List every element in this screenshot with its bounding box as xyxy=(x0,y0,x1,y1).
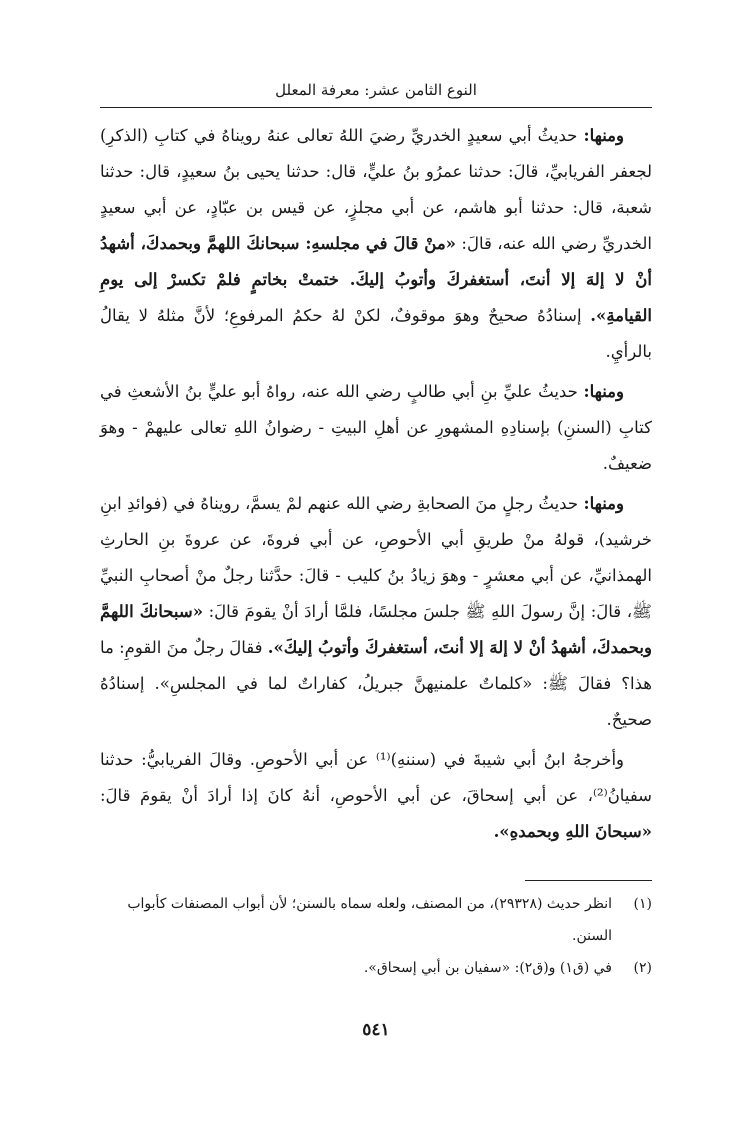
paragraph-quote: «سبحانكَ اللهمَّ وبحمدكَ، أشهدُ أنْ لا إلهَ إلا أنتَ، أستغفركَ وأتوبُ إليكَ». xyxy=(100,602,652,657)
header-rule xyxy=(100,107,652,108)
paragraph-text: حديثُ رجلٍ منَ الصحابةِ رضي الله عنهم لمْ يسمَّ، رويناهُ في (فوائدِ ابنِ خرشيد)، قولهُ منْ طريقِ أبي الأحوصِ، عن أبي فروةَ، عن عروةَ بنِ الحارثِ الهمذانيِّ، عن أبي معشرٍ - وهوَ زيادُ بنُ كليب - قالَ: حدَّثنا رجلٌ منْ أصحابِ النبيِّ ﷺ، قالَ: إنَّ رسولَ اللهِ ﷺ جلسَ مجلسًا، فلمَّا أرادَ أنْ يقومَ قالَ: xyxy=(100,494,652,621)
footnote-text: في (ق١) و(ق٢): «سفيان بن أبي إسحاق». xyxy=(363,960,612,976)
paragraph-2 xyxy=(100,374,652,482)
paragraph-text: وأخرجهُ ابنُ أبي شيبةَ في (سننهِ)⁽¹⁾ عن أبي الأحوصِ. وقالَ الفريابيُّ: حدثنا سفيانُ⁽²⁾، عن أبي إسحاقَ، عن أبي الأحوصِ، أنهُ كانَ إذا أرادَ أنْ يقومَ قالَ: xyxy=(100,750,652,805)
paragraph-tail: فقالَ رجلٌ منَ القومِ: ما هذا؟ فقالَ ﷺ: «كلماتٌ علمنيهنَّ جبريلُ، كفاراتٌ لما في المجلسِ». إسنادُهُ صحيحٌ. xyxy=(100,638,652,729)
footnote-text: انظر حديث (٢٩٣٢٨)، من المصنف، ولعله سماه بالسنن؛ لأن أبواب المصنفات كأبواب السنن. xyxy=(127,896,612,944)
paragraph-3 xyxy=(100,486,652,738)
footnote-number: (٢) xyxy=(633,960,652,976)
footnote-rule xyxy=(525,880,652,881)
main-text xyxy=(100,118,652,854)
footnote-number: (١) xyxy=(633,896,652,912)
footnotes xyxy=(100,888,652,984)
paragraph-4 xyxy=(100,742,652,850)
paragraph-lead: ومنها: xyxy=(583,494,624,513)
running-header: النوع الثامن عشر: معرفة المعلل xyxy=(275,81,477,99)
paragraph-text: حديثُ أبي سعيدٍ الخدريِّ رضيَ اللهُ تعالى عنهُ رويناهُ في كتابِ (الذكرِ) لجعفر الفريابيِّ، قالَ: حدثنا عمرُو بنُ عليٍّ، قال: حدثنا يحيى بنُ سعيدٍ، قال: حدثنا شعبة، قال: حدثنا أبو هاشم، عن أبي مجلزٍ، عن قيس بن عبّادٍ، عن أبي سعيدٍ الخدريِّ رضي الله عنه، قالَ: xyxy=(100,126,652,253)
footnote-2 xyxy=(100,952,652,984)
page-number: ٥٤١ xyxy=(362,1020,390,1040)
paragraph-lead: ومنها: xyxy=(583,382,624,401)
footnote-1 xyxy=(100,888,652,952)
paragraph-quote: «سبحانَ اللهِ وبحمدهِ». xyxy=(493,822,652,841)
paragraph-quote: «منْ قالَ في مجلسهِ: سبحانكَ اللهمَّ وبحمدكَ، أشهدُ أنْ لا إلهَ إلا أنتَ، أستغفركَ وأتوبُ إليكَ. ختمتْ بخاتمٍ فلمْ تكسرْ إلى يومِ القيامةِ». xyxy=(100,234,652,325)
paragraph-1 xyxy=(100,118,652,370)
paragraph-text: حديثُ عليِّ بنِ أبي طالبٍ رضي الله عنه، رواهُ أبو عليٍّ بنُ الأشعثِ في كتابِ (السننِ) بإسنادِهِ المشهورِ عن أهلِ البيتِ - رضوانُ اللهِ تعالى عليهمْ - وهوَ ضعيفٌ. xyxy=(100,382,652,473)
paragraph-tail: إسنادُهُ صحيحٌ وهوَ موقوفٌ، لكنْ لهُ حكمُ المرفوعِ؛ لأنَّ مثلهُ لا يقالُ بالرأيِ. xyxy=(100,306,652,361)
paragraph-lead: ومنها: xyxy=(583,126,624,145)
